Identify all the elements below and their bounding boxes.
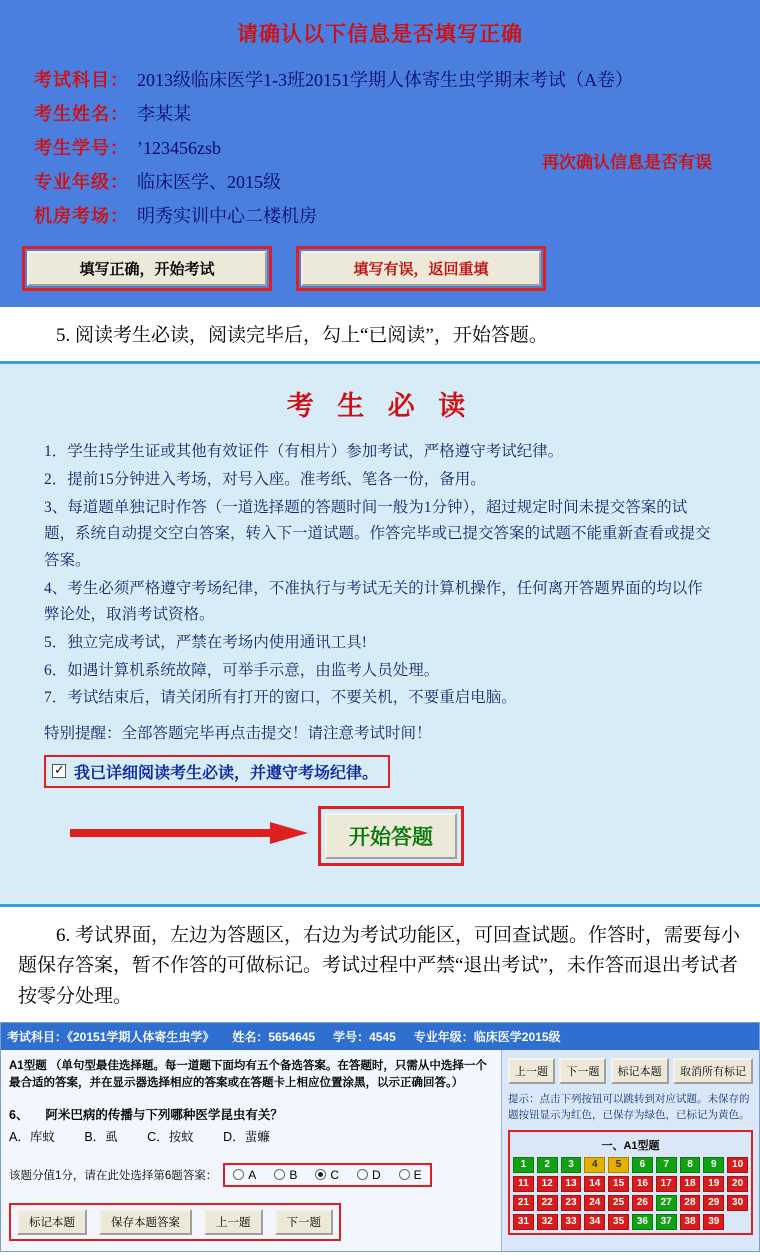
radio-icon-selected[interactable]: [315, 1169, 326, 1180]
save-answer-button[interactable]: 保存本题答案: [99, 1209, 192, 1235]
field-label: 专业年级：: [34, 172, 129, 192]
question-block: [9, 1105, 493, 1147]
option-b: B．虱: [84, 1129, 118, 1144]
question-grid-cell[interactable]: 36: [632, 1214, 653, 1230]
question-grid-cell[interactable]: 19: [703, 1176, 724, 1192]
next-question-button[interactable]: 下一题: [275, 1209, 334, 1235]
question-grid-cell[interactable]: 26: [632, 1195, 653, 1211]
radio-icon[interactable]: [399, 1169, 410, 1180]
list-item: 5．独立完成考试，严禁在考场内使用通讯工具!: [44, 633, 367, 651]
radio-icon[interactable]: [357, 1169, 368, 1180]
question-grid-cell[interactable]: 4: [584, 1157, 605, 1173]
question-grid-cell[interactable]: 35: [608, 1214, 629, 1230]
confirm-annotation-note: 再次确认信息是否有误: [542, 153, 712, 172]
radio-icon[interactable]: [233, 1169, 244, 1180]
header-student-id: 学号：4545: [333, 1030, 396, 1045]
next-question-button-right[interactable]: 下一题: [559, 1058, 606, 1084]
question-grid-cell[interactable]: 22: [537, 1195, 558, 1211]
header-major-grade: 专业年级：临床医学2015级: [413, 1030, 561, 1045]
question-grid-cell[interactable]: 13: [561, 1176, 582, 1192]
radio-option-d[interactable]: [357, 1168, 381, 1182]
list-item: 3、每道题单独记时作答（一道选择题的答题时间一般为1分钟），超过规定时间未提交答案的试题，系统自动提交空白答案，转入下一道试题。作答完毕或已提交答案的试题不能重新查看或提交答案。: [44, 498, 711, 570]
answer-select-row: [9, 1163, 493, 1187]
question-grid-cell[interactable]: 12: [537, 1176, 558, 1192]
radio-icon[interactable]: [274, 1169, 285, 1180]
start-exam-button[interactable]: 填写正确，开始考试: [27, 251, 267, 286]
question-grid-cell[interactable]: 15: [608, 1176, 629, 1192]
agree-checkbox-row[interactable]: [44, 755, 390, 788]
radio-option-e[interactable]: [399, 1168, 422, 1182]
clear-all-marks-button[interactable]: 取消所有标记: [673, 1058, 753, 1084]
question-grid-cell[interactable]: 18: [680, 1176, 701, 1192]
question-grid[interactable]: [513, 1157, 748, 1230]
radio-label: B: [289, 1167, 298, 1182]
question-grid-cell[interactable]: 24: [584, 1195, 605, 1211]
question-grid-cell[interactable]: 39: [703, 1214, 724, 1230]
start-answer-highlight: [318, 806, 464, 866]
field-value: 2013级临床医学1-3班20151学期人体寄生虫学期末考试（A卷）: [137, 70, 633, 90]
confirm-button-row: [0, 232, 760, 297]
question-number: 6、: [9, 1107, 29, 1122]
question-grid-cell[interactable]: 30: [727, 1195, 748, 1211]
question-grid-cell[interactable]: 9: [703, 1157, 724, 1173]
question-grid-title: 一、A1型题: [601, 1139, 660, 1152]
field-value: 李某某: [137, 104, 191, 124]
question-grid-highlight: [508, 1130, 753, 1235]
start-exam-highlight: [22, 246, 272, 291]
exam-interface-panel: [0, 1022, 760, 1252]
question-grid-cell[interactable]: 16: [632, 1176, 653, 1192]
answer-area: [1, 1050, 501, 1251]
header-subject: 考试科目：《20151学期人体寄生虫学》: [7, 1030, 215, 1045]
option-a: A．库蚊: [9, 1129, 55, 1144]
answer-radio-group[interactable]: [223, 1163, 431, 1187]
caption-step-5: 5. 阅读考生必读，阅读完毕后，勾上“已阅读”，开始答题。: [56, 325, 548, 346]
question-grid-cell[interactable]: 11: [513, 1176, 534, 1192]
exam-function-area: [501, 1050, 759, 1251]
list-item: 6．如遇计算机系统故障，可举手示意，由监考人员处理。: [44, 661, 440, 679]
start-answer-area: [0, 804, 760, 884]
field-label: 考生姓名：: [34, 104, 129, 124]
field-value: 明秀实训中心二楼机房: [137, 206, 317, 226]
radio-label: C: [330, 1167, 339, 1182]
question-grid-cell[interactable]: 29: [703, 1195, 724, 1211]
return-refill-button[interactable]: 填写有误，返回重填: [301, 251, 541, 286]
field-label: 考生学号：: [34, 138, 129, 158]
question-grid-cell[interactable]: 6: [632, 1157, 653, 1173]
question-grid-cell[interactable]: 27: [656, 1195, 677, 1211]
option-d: D．蜚蠊: [223, 1129, 270, 1144]
field-value: 临床医学、2015级: [137, 172, 281, 192]
question-grid-cell[interactable]: 8: [680, 1157, 701, 1173]
must-read-reminder: 特别提醒：全部答题完毕再点击提交！请注意考试时间！: [44, 724, 432, 742]
grid-tip-text: 提示：点击下列按钮可以跳转到对应试题。未保存的题按钮显示为红色，已保存为绿色，已标记为黄色。: [508, 1093, 750, 1121]
field-label: 机房考场：: [34, 206, 129, 226]
prev-question-button-right[interactable]: 上一题: [508, 1058, 555, 1084]
radio-option-a[interactable]: [233, 1168, 256, 1182]
answer-action-buttons: [9, 1203, 341, 1241]
exam-header-bar: [1, 1023, 759, 1050]
question-grid-cell[interactable]: 25: [608, 1195, 629, 1211]
checkbox-checked-icon[interactable]: [52, 764, 66, 778]
start-answer-button[interactable]: 开始答题: [325, 813, 457, 859]
caption-step-6: 6. 考试界面，左边为答题区，右边为考试功能区，可回查试题。作答时，需要每小题保存答案，暂不作答的可做标记。考试过程中严禁“退出考试”，未作答而退出考试者按零分处理。: [18, 924, 741, 1007]
list-item: 4、考生必须严格遵守考场纪律，不准执行与考试无关的计算机操作，任何离开答题界面的均以作弊论处，取消考试资格。: [44, 579, 703, 624]
question-grid-cell[interactable]: 23: [561, 1195, 582, 1211]
agree-checkbox-label: 我已详细阅读考生必读，并遵守考场纪律。: [74, 764, 379, 782]
question-grid-cell[interactable]: 38: [680, 1214, 701, 1230]
list-item: 1．学生持学生证或其他有效证件（有相片）参加考试，严格遵守考试纪律。: [44, 443, 564, 461]
question-grid-cell[interactable]: 14: [584, 1176, 605, 1192]
question-grid-cell[interactable]: 34: [584, 1214, 605, 1230]
must-read-list: [0, 439, 760, 712]
radio-label: A: [248, 1167, 257, 1182]
radio-label: D: [372, 1167, 381, 1182]
question-grid-cell[interactable]: 5: [608, 1157, 629, 1173]
question-grid-cell[interactable]: 2: [537, 1157, 558, 1173]
list-item: 2．提前15分钟进入考场，对号入座。准考纸、笔各一份，备用。: [44, 471, 486, 489]
confirm-title: 请确认以下信息是否填写正确: [237, 23, 523, 46]
question-grid-cell[interactable]: 28: [680, 1195, 701, 1211]
header-name: 姓名：5654645: [232, 1030, 316, 1045]
must-read-panel: [0, 361, 760, 907]
question-grid-cell[interactable]: 1: [513, 1157, 534, 1173]
navigation-buttons: [508, 1058, 753, 1084]
confirm-info-panel: [0, 0, 760, 307]
field-student-name: [0, 96, 760, 130]
question-grid-cell[interactable]: 31: [513, 1214, 534, 1230]
answer-prompt: 该题分值1分，请在此处选择第6题答案：: [9, 1169, 218, 1182]
question-text: 阿米巴病的传播与下列哪种医学昆虫有关？: [45, 1107, 283, 1122]
a1-type-description: A1型题 （单句型最佳选择题。每一道题下面均有五个备选答案。在答题时，只需从中选择一个最合适的答案，并在显示器选择相应的答案或在答题卡上相应位置涂黑，以示正确回答。）: [9, 1060, 487, 1090]
list-item: 7．考试结束后，请关闭所有打开的窗口，不要关机，不要重启电脑。: [44, 689, 517, 707]
return-refill-highlight: [296, 246, 546, 291]
question-options: [9, 1127, 493, 1147]
exam-body: [1, 1050, 759, 1251]
arrow-icon: [70, 820, 310, 846]
question-grid-cell[interactable]: 3: [561, 1157, 582, 1173]
must-read-title: 考 生 必 读: [286, 391, 474, 422]
prev-question-button[interactable]: 上一题: [204, 1209, 263, 1235]
field-value: ’123456zsb: [137, 138, 221, 158]
field-label: 考试科目：: [34, 70, 129, 90]
question-grid-cell[interactable]: 37: [656, 1214, 677, 1230]
question-grid-cell[interactable]: 20: [727, 1176, 748, 1192]
question-grid-cell[interactable]: 10: [727, 1157, 748, 1173]
radio-option-b[interactable]: [274, 1168, 297, 1182]
question-grid-cell[interactable]: 32: [537, 1214, 558, 1230]
question-grid-cell[interactable]: 17: [656, 1176, 677, 1192]
radio-label: E: [413, 1167, 422, 1182]
question-grid-cell[interactable]: 7: [656, 1157, 677, 1173]
mark-question-button[interactable]: 标记本题: [17, 1209, 87, 1235]
field-exam-room: [0, 198, 760, 232]
radio-option-c[interactable]: [315, 1168, 339, 1182]
question-grid-cell[interactable]: 21: [513, 1195, 534, 1211]
field-subject: [0, 62, 760, 96]
mark-question-button-right[interactable]: 标记本题: [611, 1058, 669, 1084]
option-c: C．按蚊: [147, 1129, 194, 1144]
question-grid-cell[interactable]: 33: [561, 1214, 582, 1230]
